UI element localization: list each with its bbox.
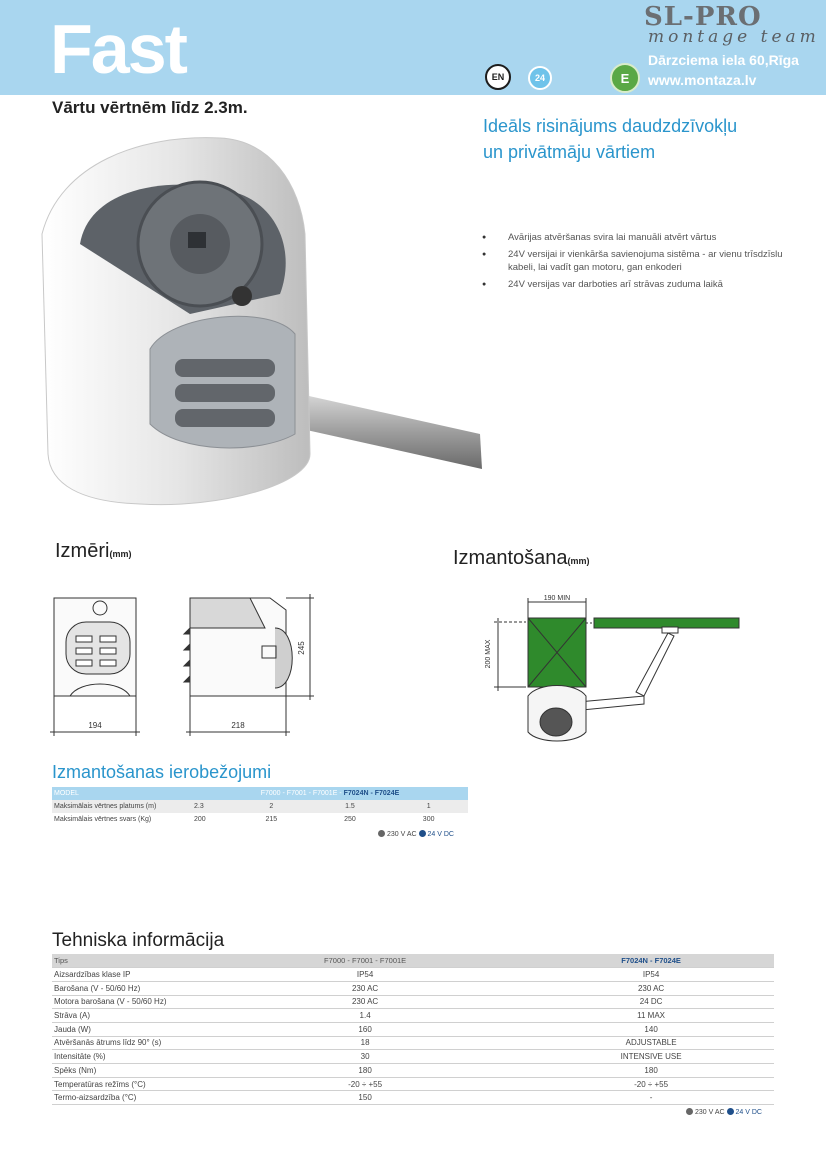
dc-dot-icon xyxy=(419,830,426,837)
cell: 300 xyxy=(422,816,435,823)
ac-dot-icon xyxy=(686,1108,693,1115)
header-cell: F7000 - F7001 - F7001E xyxy=(202,954,528,968)
max-height-label: 200 MAX xyxy=(485,639,492,669)
table-row xyxy=(52,1077,774,1091)
usage-drawing xyxy=(478,592,748,750)
cell: 180 xyxy=(202,1064,528,1078)
row-label: Barošana (V - 50/60 Hz) xyxy=(52,981,202,995)
dc-dot-icon xyxy=(727,1108,734,1115)
width-side-label: 218 xyxy=(231,721,245,730)
dimensions-drawing xyxy=(40,588,340,740)
width-front-label: 194 xyxy=(88,721,102,730)
cell: 200 xyxy=(194,816,206,823)
limits-table xyxy=(52,787,468,826)
row-label: Termo-aizsardzība (°C) xyxy=(52,1091,202,1105)
company-logo: SL-PRO xyxy=(644,2,762,32)
cell: INTENSIVE USE xyxy=(528,1050,774,1064)
row-label: Strāva (A) xyxy=(52,1009,202,1023)
header-cell: F7000 - F7001 - F7001E - F7024N - F7024E xyxy=(192,787,468,800)
row-label: Spēks (Nm) xyxy=(52,1064,202,1078)
tech-legend: 230 V AC 24 V DC xyxy=(686,1108,762,1116)
cell: 230 AC xyxy=(202,981,528,995)
cell: ADJUSTABLE xyxy=(528,1036,774,1050)
feature-item: ● Avārijas atvēršanas svira lai manuāli atvērt vārtus xyxy=(482,231,812,244)
table-row xyxy=(52,813,468,826)
table-row xyxy=(52,1009,774,1023)
headline-line: un privātmāju vārtiem xyxy=(483,142,656,162)
table-row xyxy=(52,1064,774,1078)
row-label: Maksimālais vērtnes svars (Kg) xyxy=(54,816,152,823)
feature-list xyxy=(482,231,812,295)
cell: 180 xyxy=(528,1064,774,1078)
tech-table xyxy=(52,954,774,1105)
table-row xyxy=(52,1050,774,1064)
header-cell: MODEL xyxy=(52,787,192,800)
usage-title: Izmantošana(mm) xyxy=(453,547,590,569)
cell: 2.3 xyxy=(192,800,232,813)
headline xyxy=(483,113,803,165)
row-label: Intensitāte (%) xyxy=(52,1050,202,1064)
row-label: Motora barošana (V - 50/60 Hz) xyxy=(52,995,202,1009)
feature-item: ● 24V versijas var darboties arī strāvas zuduma laikā xyxy=(482,278,812,291)
header-cell: Tips xyxy=(52,954,202,968)
headline-line: Ideāls risinājums daudzdzīvokļu xyxy=(483,116,738,136)
company-address: Dārzciema iela 60,Rīga xyxy=(648,52,799,68)
table-row xyxy=(52,800,468,813)
header-band xyxy=(0,0,826,95)
min-width-label: 190 MIN xyxy=(543,595,571,602)
table-row xyxy=(52,1022,774,1036)
row-label: Jauda (W) xyxy=(52,1022,202,1036)
cell: 140 xyxy=(528,1022,774,1036)
cell: 230 AC xyxy=(528,981,774,995)
row-label: Maksimālais vērtnes platums (m) xyxy=(52,800,192,813)
limits-title: Izmantošanas ierobežojumi xyxy=(52,762,272,782)
product-title: Fast xyxy=(50,10,186,88)
cell: 250 xyxy=(344,816,356,823)
cell: 2 xyxy=(232,800,311,813)
table-row xyxy=(52,981,774,995)
cell: 11 MAX xyxy=(528,1009,774,1023)
cell: 30 xyxy=(202,1050,528,1064)
24v-badge-icon: 24 xyxy=(528,66,552,90)
en-tested-badge-icon: EN xyxy=(485,64,511,90)
header-cell: F7024N - F7024E xyxy=(528,954,774,968)
cell: 18 xyxy=(202,1036,528,1050)
cell: -20 ÷ +55 xyxy=(202,1077,528,1091)
company-website-link[interactable]: www.montaza.lv xyxy=(648,72,757,88)
tech-title: Tehniska informācija xyxy=(52,930,225,951)
row-label: Atvēršanās ātrums līdz 90° (s) xyxy=(52,1036,202,1050)
feature-item: ● 24V versijai ir vienkārša savienojuma sistēma - ar vienu trīsdzīslu kabeli, lai vadīt gan motoru, gan enkoderi xyxy=(482,248,812,274)
limits-legend: 230 V AC 24 V DC xyxy=(378,830,454,838)
cell: -20 ÷ +55 xyxy=(528,1077,774,1091)
cell: 215 xyxy=(265,816,278,823)
table-header-row xyxy=(52,954,774,968)
cell: 1.4 xyxy=(202,1009,528,1023)
cell: - xyxy=(528,1091,774,1105)
energy-badge-icon: E xyxy=(610,63,640,93)
product-photo xyxy=(20,124,490,514)
ac-dot-icon xyxy=(378,830,385,837)
cell: 1 xyxy=(389,800,468,813)
table-row xyxy=(52,1036,774,1050)
cell: 230 AC xyxy=(202,995,528,1009)
table-row xyxy=(52,995,774,1009)
row-label: Aizsardzības klase IP xyxy=(52,968,202,982)
table-row xyxy=(52,1091,774,1105)
dimensions-title: Izmēri(mm) xyxy=(55,540,132,562)
cell: 160 xyxy=(202,1022,528,1036)
cell: 150 xyxy=(202,1091,528,1105)
company-tagline: montage team xyxy=(648,27,820,47)
cell: IP54 xyxy=(528,968,774,982)
cell: 1.5 xyxy=(311,800,390,813)
cell: IP54 xyxy=(202,968,528,982)
row-label: Temperatūras režīms (°C) xyxy=(52,1077,202,1091)
cell: 24 DC xyxy=(528,995,774,1009)
table-row xyxy=(52,968,774,982)
height-label: 245 xyxy=(297,641,306,655)
product-subtitle: Vārtu vērtnēm līdz 2.3m. xyxy=(52,98,248,117)
table-header-row xyxy=(52,787,468,800)
